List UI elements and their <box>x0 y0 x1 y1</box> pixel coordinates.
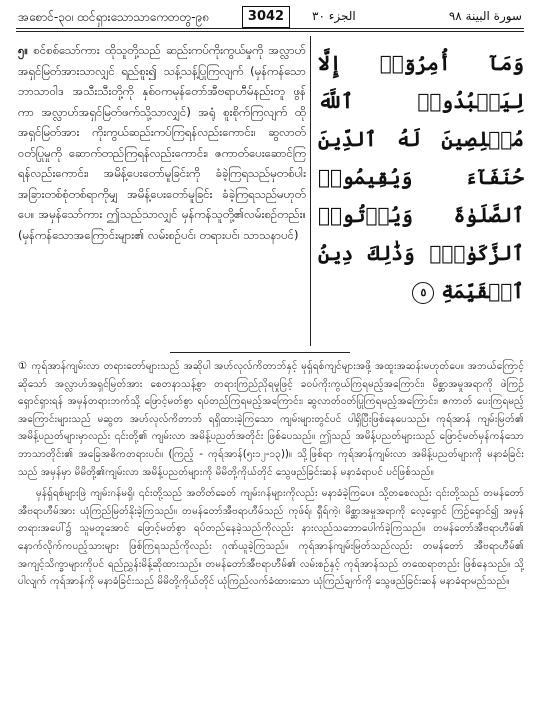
surah-label: سورة البينة ٩٨ <box>448 9 522 23</box>
column-divider <box>310 36 311 346</box>
translation-block <box>18 40 306 245</box>
verse-number: ၅။ <box>18 43 28 57</box>
footnote-paragraph: မှန်ရှ်ရစ်များဖြဲ ကျမ်းဂန်မရှိ၊ ၎င်းတို့သည် အတိတ်ခေတ် ကျမ်းဂန်များကိုလည်း မနာခံခဲ့ကြပေ။ သို့တစေလည်း ၎င်းတို့သည် တမန်တော် အီဗရာဟီမ်အား ယုံကြည်မြတ်နိုးခဲ့ကြသည်။ တမန်တော်အီဗရာဟီမ်သည် ကုဖ်ရ်၊ ရှီရ်ကဲ့၊ မိစ္ဆာအမှုအရာကို လေ့ရှောင် ကြဉ်ရှောင်၍ အမှန်တရားအပေါ်၌ သူမတူအောင် ဖြောင့်မတ်စွာ ရပ်တည်နေခဲ့သည်ကိုလည်း နားလည်သဘောပေါက်ခဲ့ကြသည်။ တမန်တော်အီဗရာဟီမ်၏ နောက်လိုက်ကပည့်သားများ ဖြစ်ကြရသည်ကိုလည်း ဂုဏ်ယူခဲ့ကြသည်။ ကုရ်အာန်ကျမ်းမြတ်သည်လည်း တမန်တော် အီဗရာဟီမ်၏ အကျင့်သိက္ခာများကိုပင် ရည်ညွှန်းမိန့်ဆိုထားသည်။ တမန်တော်အီဗရာဟီမ်၏ လမ်းစဉ်နှင့် ကုရ်အာန်သည် တထေရာတည်း ဖြစ်နေသည်။ သို့ပါလျက် ကုရ်အာန်ကို မနာခံခြင်းသည် မိမိတို့ကိုယ်တိုင် ယုံကြည်လက်ခံထားသော ယုံကြည်ချက်ကို သွေဖည်ခြင်းဆန် မနာခံရာမည်သည်။ <box>18 488 524 588</box>
arabic-text: وَمَآ أُمِرُوٓا۟ إِلَّا لِيَعۡبُدُوا۟ ٱللَّهَ مُخۡلِصِينَ لَهُ ٱلدِّينَ حُنَفَآءَ وَيُقِيمُوا۟ ٱلصَّلَوٰةَ وَيُؤۡتُوا۟ ٱلزَّكَوٰةَۚ وَذَٰلِكَ دِينُ ٱلۡقَيِّمَةِ <box>318 51 524 303</box>
running-title: အစောင်-၃၀၊ ထင်ရှားသောသာကေတတွ-၉၈ <box>18 10 210 24</box>
footnote-divider <box>170 352 350 353</box>
translation-text: စင်စစ်သော်ကား ထိုသူတို့သည် ဆည်းကပ်ကိုးကွယ်မှုကို အလ္လာဟ်အရှင်မြတ်အားသာလျှင် ရည်စူး၍ သန့်သန့်ပြုကြလျက် (မှန်ကန်သော ဘာသာဝါဒ အသီးသီးတို့ကို နှစ်ဝကမုန်တော်အီဗရာဟီမ်နည်းတူ ဖွန်ကာ အလ္လာဟ်အရှင်မြတ်ဖက်သို့သာလျှင်) အရုံ စူးစိုက်ကြလျက် ထိုအရှင်မြတ်အား ကိုးကွယ်ဆည်းကပ်ကြရန်လည်းကောင်း၊ ဆွလာတ်ဝတ်ပြုမှုကို ဆောက်တည်ကြရန်လည်းကောင်း၊ ဇကာတ်ပေးဆောင်ကြရန်လည်းကောင်း၊ အမိန့်ပေးတော်မူခြင်းကို ခံခဲ့ကြရသည်မှတစ်ပါး အခြားတစ်စုံတစ်ရာကိုမျှ အမိန့်ပေးတော်မူခြင်း ခံခဲ့ကြရသည်မဟုတ်ပေ။ အမှန်သော်ကား ဤသည်သာလျှင် မှန်ကန်သူတို့၏လမ်းစဉ်တည်း။ (မှန်ကန်သောအကြောင်းများ၏ လမ်းစဉ်ပင်၊ တရားပင်၊ သာသနာပင်) <box>18 43 306 242</box>
footnotes <box>18 358 524 591</box>
juz-label: الجزء ٣٠ <box>312 9 356 23</box>
verse-end-mark: ٥ <box>412 282 434 304</box>
arabic-verse <box>318 44 524 310</box>
header-rule-second <box>16 31 524 32</box>
page-number: 3042 <box>242 6 290 28</box>
header-rule <box>16 28 524 29</box>
footnote-paragraph: ① ကုရ်အာန်ကျမ်းလာ တရားတော်များသည် အဆိုပါ အဟ်လုလ်ကိတာဘ်နှင့် မုရှ်ရစ်ကျင်များအဖို့ အထူးအဆန်းမဟုတ်ပေ။ အဘယ်ကြောင့်ဆိုသော် အလ္လာဟ်အရှင်မြတ်အား စေတနာသန့်စွာ တရားကြည်ညိုရမှုဖြင့် ခဝပ်ကိုးကွယ်ကြရမည့်အကြောင်း၊ မိစ္ဆာအမှုအရာကို ဖဲကြဉ်ရှောင်ရှားရန် အမှန်တရားဘက်သို့ ဖြောင့်မတ်စွာ ရပ်တည်ကြရမည့်အကြောင်း၊ ဆွလာတ်ဝတ်ပြုကြရမည့်အကြောင်း၊ ဇကာတ် ပေးကြရမည့်အကြောင်းများသည် မဆွတ အဟ်လုလ်ကိတာဘ် ရရှိထားခဲ့ကြသော ကျမ်းများတွင်ပင် ပါရှိပြီးဖြစ်နေပေသည်။ ကုရ်အာန် ကျမ်းမြတ်၏ အမိန့်ပညတ်များမှာလည်း ၎င်းတို့၏ ကျမ်းလာ အမိန့်ပညတ်အတိုင်း ဖြစ်ပေသည်။ ဤသည် အမိန့်ပညတ်များသည် ဖြောင့်မတ်မှန်ကန်သော ဘာသာတိုင်း၏ အခြေအဓိကတရားပင်။ (ကြည့် - ကုရ်အာန်(၅း၁၂-၁၃))။ သို့ဖြစ်ရာ ကုရ်အာန်ကျမ်းလာ အမိန့်ပညတ်များကို မနာခံခြင်းသည် အမှန်မှာ မိမိတို့၏ကျမ်းလာ အမိန့်ပညတ်များကို မိမိတို့ကိုယ်တိုင် သွေဖည်ခြင်းဆန် မနာခံရာပင် ပင်ဖြစ်သည်။ <box>18 361 524 478</box>
page-header <box>18 6 522 30</box>
